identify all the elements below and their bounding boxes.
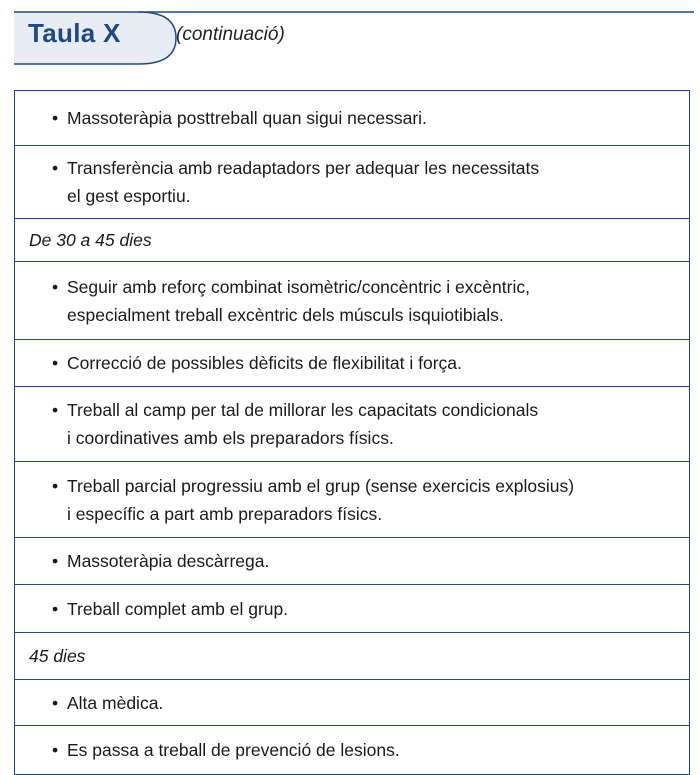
row-text: Massoteràpia descàrrega. [67,551,270,571]
row-text: Treball al camp per tal de millorar les capacitats condicionals i coordinatives amb els preparadors físics. [67,400,539,448]
bullet-dot: • [52,276,59,297]
table-title: Taula X [28,18,121,48]
table-subtitle: (continuació) [176,24,285,45]
table-row [15,538,689,585]
row-text: Es passa a treball de prevenció de lesions. [67,740,400,760]
table-row [15,680,689,726]
table-row [15,262,689,340]
row-text: Treball parcial progressiu amb el grup (sense exercicis explosius) i específic a part amb preparadors físics. [67,475,575,524]
protocol-table [14,90,690,775]
table-row [15,91,689,146]
row-text: Transferència amb readaptadors per adequar les necessitats el gest esportiu. [67,158,540,206]
bullet-dot: • [52,598,59,619]
section-label: 45 dies [29,646,86,666]
bullet-dot: • [52,400,59,420]
row-text: Seguir amb reforç combinat isomètric/concèntric i excèntric, especialment treball excèntric dels músculs isquiotibials. [67,276,530,325]
bullet-dot: • [52,158,59,178]
table-row [15,340,689,387]
bullet-dot: • [52,692,59,713]
table-row [15,462,689,538]
section-row [15,633,689,680]
bullet-dot: • [52,551,59,571]
row-text: Treball complet amb el grup. [67,598,289,619]
row-text: Massoteràpia posttreball quan sigui necessari. [67,108,427,128]
table-row [15,726,689,775]
bullet-dot: • [52,353,59,373]
table-row [15,585,689,633]
section-label: De 30 a 45 dies [29,230,152,250]
bullet-dot: • [52,740,59,760]
bullet-dot: • [52,475,59,496]
bullet-dot: • [52,108,59,128]
row-text: Correcció de possibles dèficits de flexibilitat i força. [67,353,462,373]
table-row [15,146,689,219]
row-text: Alta mèdica. [67,692,164,713]
section-row [15,219,689,262]
table-row [15,387,689,462]
